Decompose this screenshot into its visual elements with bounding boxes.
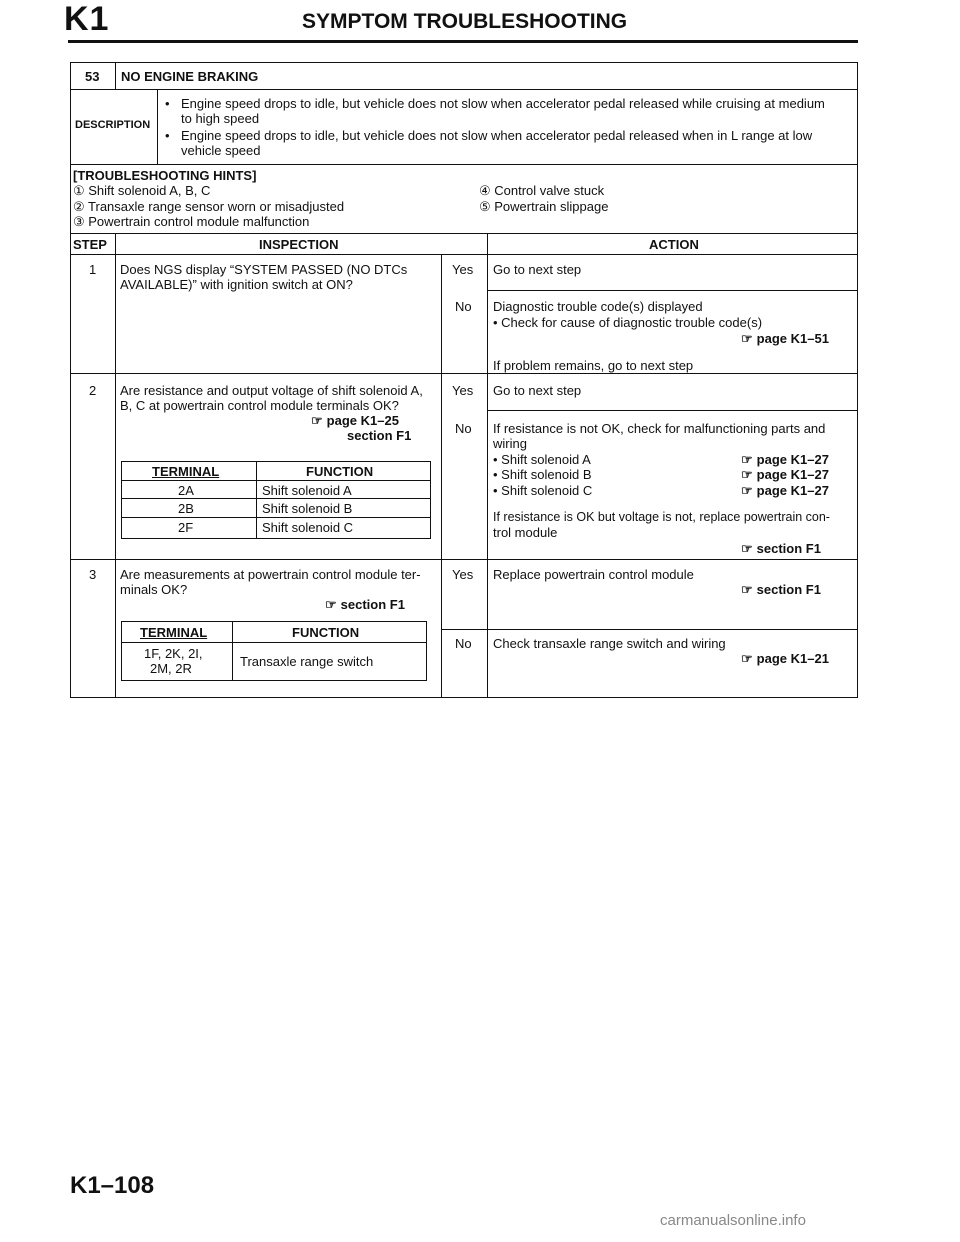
- description-line: Engine speed drops to idle, but vehicle does not slow when accelerator pedal released when in L range at low: [181, 128, 813, 143]
- hint-item: ④ Control valve stuck: [479, 183, 605, 198]
- step-number: 3: [89, 567, 97, 582]
- hint-item: ① Shift solenoid A, B, C: [73, 183, 211, 198]
- column-step: STEP: [73, 237, 107, 252]
- hints-title: [TROUBLESHOOTING HINTS]: [73, 168, 257, 183]
- description-line: vehicle speed: [181, 143, 261, 158]
- inspection-line: Are measurements at powertrain control module ter-: [120, 567, 421, 582]
- no-label: No: [455, 421, 472, 436]
- table-cell: Transaxle range switch: [240, 654, 374, 669]
- table-rule: [122, 480, 430, 481]
- table-header: FUNCTION: [306, 464, 374, 479]
- rule-description: [71, 164, 857, 165]
- page-title: SYMPTOM TROUBLESHOOTING: [302, 10, 628, 33]
- description-label: DESCRIPTION: [75, 119, 151, 131]
- rule-s3-yes: [441, 629, 857, 630]
- table-cell: Shift solenoid B: [262, 501, 353, 516]
- description-bullet: •: [165, 96, 170, 111]
- inspection-line: B, C at powertrain control module terminals OK?: [120, 398, 399, 413]
- step-number: 1: [89, 262, 97, 277]
- no-label: No: [455, 636, 472, 651]
- description-bullet: •: [165, 128, 170, 143]
- section-reference: ☞ section F1: [741, 582, 821, 597]
- table-cell: Shift solenoid A: [262, 483, 352, 498]
- no-extra: If resistance is OK but voltage is not, replace powertrain con-: [493, 510, 830, 524]
- no-item: • Shift solenoid B: [493, 467, 592, 482]
- table-header: TERMINAL: [152, 464, 220, 479]
- yes-label: Yes: [452, 383, 474, 398]
- hint-item: ② Transaxle range sensor worn or misadjusted: [73, 199, 345, 214]
- rule-title: [71, 89, 857, 90]
- step-number: 2: [89, 383, 97, 398]
- yes-action: Replace powertrain control module: [493, 567, 694, 582]
- hint-item: ③ Powertrain control module malfunction: [73, 214, 310, 229]
- table-header: TERMINAL: [140, 625, 208, 640]
- description-line: to high speed: [181, 111, 260, 126]
- column-action: ACTION: [649, 237, 699, 252]
- symptom-title: NO ENGINE BRAKING: [121, 69, 259, 84]
- page-number: K1–108: [70, 1172, 155, 1199]
- page-reference: ☞ page K1–27: [741, 483, 829, 498]
- page-reference: ☞ page K1–21: [741, 651, 829, 666]
- no-item: • Shift solenoid C: [493, 483, 593, 498]
- no-item: • Shift solenoid A: [493, 452, 591, 467]
- hint-item: ⑤ Powertrain slippage: [479, 199, 609, 214]
- section-reference: section F1: [347, 428, 412, 443]
- rule-step1: [71, 373, 857, 374]
- table-rule: [232, 622, 233, 680]
- vrule-number: [115, 63, 116, 89]
- watermark: carmanualsonline.info: [660, 1212, 806, 1229]
- symptom-number: 53: [85, 69, 100, 84]
- rule-s1-yes: [487, 290, 857, 291]
- table-rule: [122, 642, 426, 643]
- vrule-description: [157, 89, 158, 164]
- rule-s2-yes: [487, 410, 857, 411]
- rule-hints: [71, 233, 857, 234]
- no-extra: If problem remains, go to next step: [493, 358, 694, 373]
- table-rule: [122, 517, 430, 518]
- no-action: Diagnostic trouble code(s) displayed: [493, 299, 703, 314]
- section-code: K1: [64, 0, 110, 38]
- inspection-line: AVAILABLE)” with ignition switch at ON?: [120, 277, 353, 292]
- section-reference: ☞ section F1: [325, 597, 405, 612]
- yes-action: Go to next step: [493, 262, 582, 277]
- no-extra: trol module: [493, 525, 558, 540]
- vrule-step: [115, 233, 116, 697]
- table-cell: 2M, 2R: [150, 661, 192, 676]
- terminal-table: [121, 461, 431, 539]
- no-action: Check transaxle range switch and wiring: [493, 636, 726, 651]
- troubleshooting-table: [70, 62, 858, 698]
- inspection-line: minals OK?: [120, 582, 188, 597]
- header-rule: [68, 40, 858, 43]
- yes-label: Yes: [452, 567, 474, 582]
- table-rule: [256, 462, 257, 538]
- rule-colhead: [71, 254, 857, 255]
- rule-step2: [71, 559, 857, 560]
- vrule-yesno: [441, 254, 442, 697]
- terminal-table: [121, 621, 427, 681]
- inspection-line: Are resistance and output voltage of shift solenoid A,: [120, 383, 423, 398]
- vrule-action: [487, 233, 488, 697]
- table-rule: [122, 498, 430, 499]
- page-reference: ☞ page K1–27: [741, 452, 829, 467]
- table-cell: 2B: [178, 501, 194, 516]
- inspection-line: Does NGS display “SYSTEM PASSED (NO DTCs: [120, 262, 408, 277]
- no-action: • Check for cause of diagnostic trouble code(s): [493, 315, 763, 330]
- table-cell: 2F: [178, 520, 194, 535]
- no-action: wiring: [493, 436, 527, 451]
- no-action: If resistance is not OK, check for malfunctioning parts and: [493, 421, 826, 436]
- yes-action: Go to next step: [493, 383, 582, 398]
- column-inspection: INSPECTION: [259, 237, 339, 252]
- table-cell: 2A: [178, 483, 194, 498]
- page-reference: ☞ page K1–51: [741, 331, 829, 346]
- description-line: Engine speed drops to idle, but vehicle does not slow when accelerator pedal released while cruising at medium: [181, 96, 825, 111]
- no-label: No: [455, 299, 472, 314]
- section-reference: ☞ section F1: [741, 541, 821, 556]
- page-reference: ☞ page K1–25: [311, 413, 399, 428]
- table-cell: Shift solenoid C: [262, 520, 354, 535]
- table-cell: 1F, 2K, 2I,: [144, 646, 203, 661]
- table-header: FUNCTION: [292, 625, 360, 640]
- page-reference: ☞ page K1–27: [741, 467, 829, 482]
- yes-label: Yes: [452, 262, 474, 277]
